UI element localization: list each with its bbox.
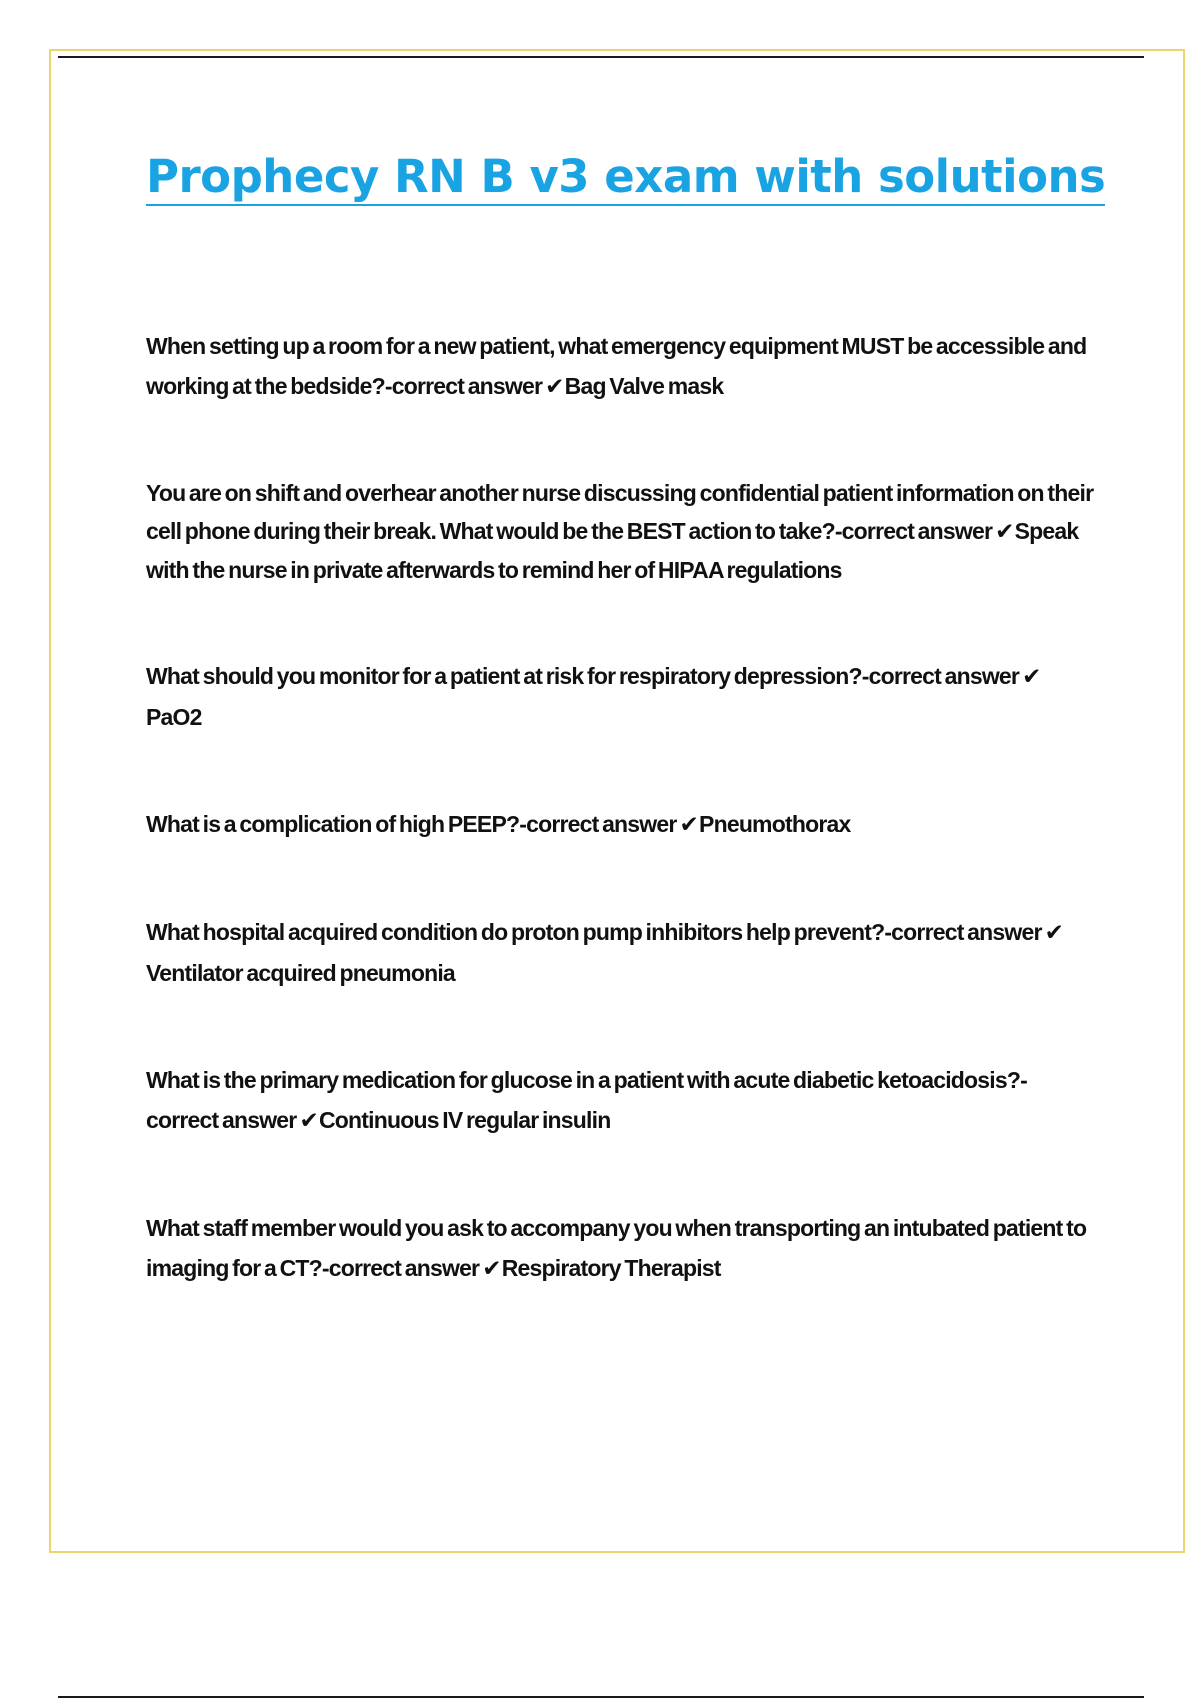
answer-separator: -correct answer — [884, 919, 1042, 945]
checkmark-icon: ✔ — [1022, 664, 1041, 690]
answer-text: Continuous IV regular insulin — [318, 1107, 611, 1133]
question-text: What is the primary medication for glucose in a patient with acute diabetic ketoacidosis? — [146, 1067, 1021, 1093]
question-list — [146, 326, 1096, 1356]
checkmark-icon: ✔ — [545, 374, 564, 400]
answer-text: Respiratory Therapist — [501, 1255, 721, 1281]
answer-separator: -correct answer — [834, 518, 993, 544]
answer-text: PaO2 — [146, 704, 202, 730]
question-text: When setting up a room for a new patient, what emergency equipment MUST be accessible and working at the bedside? — [146, 333, 1087, 399]
answer-separator: -correct answer — [519, 811, 677, 837]
bottom-divider — [58, 1696, 1144, 1698]
document-title: Prophecy RN B v3 exam with solutions — [146, 150, 1105, 206]
answer-text: Pneumothorax — [699, 811, 851, 837]
answer-separator: -correct answer — [321, 1255, 480, 1281]
answer-text: Bag Valve mask — [564, 373, 724, 399]
question-text: What is a complication of high PEEP? — [146, 811, 520, 837]
checkmark-icon: ✔ — [482, 1256, 501, 1282]
answer-text: Ventilator acquired pneumonia — [146, 960, 455, 986]
qa-item-5 — [146, 912, 1096, 993]
answer-separator: -correct answer — [861, 663, 1020, 689]
qa-item-2 — [146, 474, 1096, 589]
top-divider — [58, 56, 1144, 58]
question-text: What staff member would you ask to accompany you when transporting an intubated patient to imaging for a CT? — [146, 1215, 1087, 1281]
answer-separator: -correct answer — [384, 373, 543, 399]
qa-item-3 — [146, 656, 1096, 737]
answer-text: Speak with the nurse in private afterwards to remind her of HIPAA regulations — [146, 518, 1079, 583]
qa-item-7 — [146, 1208, 1096, 1289]
qa-item-1 — [146, 326, 1096, 407]
question-text: You are on shift and overhear another nurse discussing confidential patient information on their cell phone during their break. What would be the BEST action to take? — [146, 480, 1094, 544]
question-text: What should you monitor for a patient at risk for respiratory depression? — [146, 663, 862, 689]
checkmark-icon: ✔ — [679, 812, 699, 838]
answer-separator: -correct answer — [146, 1067, 1027, 1133]
checkmark-icon: ✔ — [299, 1108, 318, 1134]
checkmark-icon: ✔ — [995, 519, 1014, 545]
qa-item-6 — [146, 1060, 1096, 1141]
qa-item-4 — [146, 804, 1096, 845]
checkmark-icon: ✔ — [1044, 920, 1064, 946]
question-text: What hospital acquired condition do proton pump inhibitors help prevent? — [146, 919, 885, 945]
